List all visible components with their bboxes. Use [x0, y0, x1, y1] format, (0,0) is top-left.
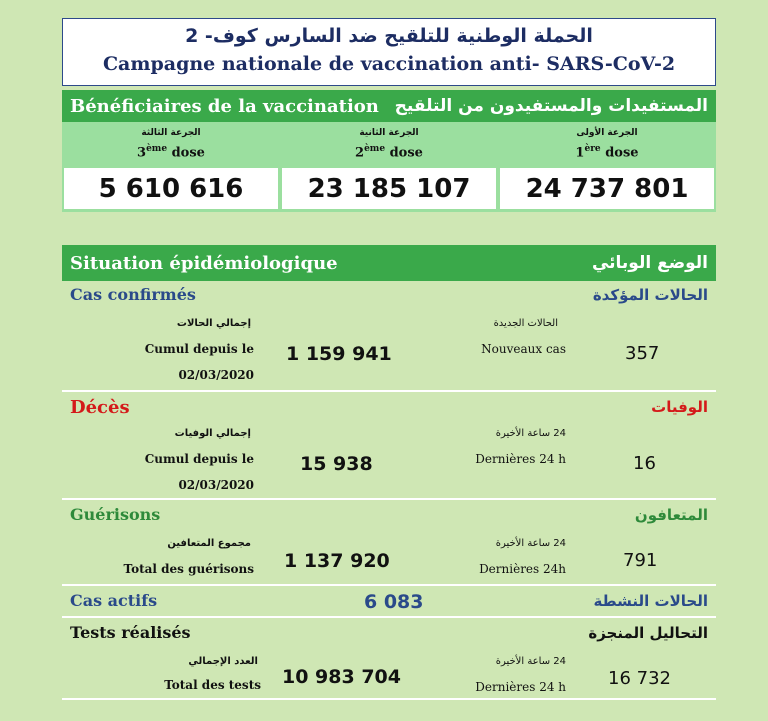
- beneficiaries-label-fr: Bénéficiaires de la vaccination: [70, 95, 379, 117]
- active-title-fr: Cas actifs: [70, 591, 158, 610]
- recoveries-new: 791: [623, 550, 658, 571]
- confirmed-title-ar: الحالات المؤكدة: [592, 286, 708, 304]
- doses-header-row: [62, 122, 716, 168]
- dose-2-value: 23 185 107: [282, 168, 496, 209]
- active-cases-section: [62, 588, 716, 618]
- situation-label-ar: الوضع الوبائي: [591, 253, 708, 273]
- recoveries-new-label-ar: 24 ساعة الأخيرة: [495, 538, 566, 549]
- deaths-cumul-date: 02/03/2020: [178, 478, 254, 492]
- dose-1-value: 24 737 801: [500, 168, 714, 209]
- deaths-cumul-label-ar: إجمالي الوفيات: [174, 428, 251, 439]
- active-value: 6 083: [364, 591, 424, 613]
- campaign-title-ar: الحملة الوطنية للتلقيح ضد السارس كوف- 2: [185, 25, 593, 47]
- deaths-section: [62, 394, 716, 500]
- confirmed-new: 357: [625, 343, 660, 364]
- deaths-title-fr: Décès: [70, 397, 130, 418]
- recoveries-title-ar: المتعافون: [634, 506, 708, 524]
- campaign-header: [62, 18, 716, 86]
- recoveries-new-label-fr: Dernières 24h: [479, 562, 566, 576]
- deaths-new-label-ar: 24 ساعة الأخيرة: [495, 428, 566, 439]
- dose-3-label-ar: الجرعة الثالثة: [141, 128, 201, 138]
- confirmed-cumul-date: 02/03/2020: [178, 368, 254, 382]
- confirmed-new-label-ar: الحالات الجديدة: [493, 318, 558, 329]
- doses-values-row: [62, 168, 716, 212]
- deaths-new: 16: [633, 453, 656, 474]
- tests-new-label-fr: Dernières 24 h: [475, 680, 566, 694]
- active-title-ar: الحالات النشطة: [593, 592, 708, 610]
- campaign-title-fr: Campagne nationale de vaccination anti- SARS-CoV-2: [102, 53, 676, 75]
- dose-2-header: [280, 122, 498, 168]
- deaths-title-ar: الوفيات: [651, 398, 708, 416]
- dose-3-header: [62, 122, 280, 168]
- confirmed-total: 1 159 941: [286, 343, 392, 365]
- tests-total: 10 983 704: [282, 666, 401, 688]
- dose-2-label-fr: 2ème dose: [355, 144, 423, 161]
- confirmed-cumul-label-fr: Cumul depuis le: [144, 342, 254, 356]
- tests-new-label-ar: 24 ساعة الأخيرة: [495, 656, 566, 667]
- dose-1-header: [498, 122, 716, 168]
- tests-title-fr: Tests réalisés: [70, 623, 191, 642]
- recoveries-total-label-ar: مجموع المتعافين: [167, 538, 251, 549]
- dose-1-label-fr: 1ère dose: [575, 144, 639, 161]
- tests-title-ar: التحاليل المنجزة: [588, 624, 708, 642]
- deaths-total: 15 938: [300, 453, 373, 475]
- dose-2-label-ar: الجرعة الثانية: [359, 128, 419, 138]
- confirmed-title-fr: Cas confirmés: [70, 285, 196, 304]
- dose-3-value: 5 610 616: [64, 168, 278, 209]
- tests-total-label-fr: Total des tests: [164, 678, 261, 692]
- situation-bar: [62, 245, 716, 281]
- recoveries-section: [62, 502, 716, 586]
- tests-section: [62, 620, 716, 700]
- beneficiaries-label-ar: المستفيدات والمستفيدون من التلقيح: [394, 96, 708, 116]
- tests-total-label-ar: العدد الإجمالي: [188, 656, 258, 667]
- confirmed-cases-section: [62, 282, 716, 392]
- situation-label-fr: Situation épidémiologique: [70, 252, 338, 274]
- recoveries-total: 1 137 920: [284, 550, 390, 572]
- dose-1-label-ar: الجرعة الأولى: [576, 128, 638, 138]
- deaths-new-label-fr: Dernières 24 h: [475, 452, 566, 466]
- beneficiaries-bar: [62, 90, 716, 122]
- confirmed-new-label-fr: Nouveaux cas: [481, 342, 566, 356]
- deaths-cumul-label-fr: Cumul depuis le: [144, 452, 254, 466]
- tests-new: 16 732: [608, 668, 671, 689]
- recoveries-total-label-fr: Total des guérisons: [123, 562, 254, 576]
- dose-3-label-fr: 3ème dose: [137, 144, 205, 161]
- recoveries-title-fr: Guérisons: [70, 505, 161, 524]
- confirmed-cumul-label-ar: إجمالي الحالات: [176, 318, 251, 329]
